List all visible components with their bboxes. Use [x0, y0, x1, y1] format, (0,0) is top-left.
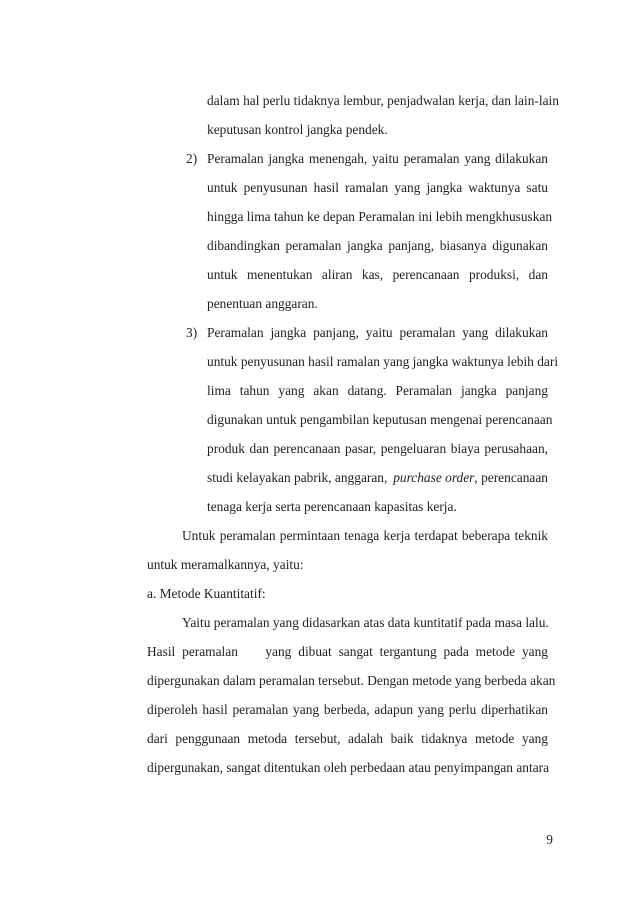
- item3-line6-part3: , perencanaan: [474, 470, 548, 485]
- item2-line1: Peramalan jangka menengah, yaitu peramalan yang dilakukan: [207, 151, 548, 166]
- item2-line6: penentuan anggaran.: [207, 296, 318, 311]
- item3-line5: produk dan perencanaan pasar, pengeluaran biaya perusahaan,: [207, 441, 548, 456]
- item1-line1: dalam hal perlu tidaknya lembur, penjadwalan kerja, dan lain-lain: [207, 93, 559, 108]
- item2-line2: untuk penyusunan hasil ramalan yang jangka waktunya satu: [207, 180, 548, 195]
- section-heading-kuantitatif: a. Metode Kuantitatif:: [147, 586, 266, 601]
- para2-line2: Hasil peramalan yang dibuat sangat tergantung pada metode yang: [147, 644, 548, 659]
- purchase-order-term: purchase order: [393, 470, 475, 485]
- item2-line3: hingga lima tahun ke depan Peramalan ini lebih mengkhususkan: [207, 209, 553, 224]
- item3-line7: tenaga kerja serta perencanaan kapasitas kerja.: [207, 499, 457, 514]
- page-number: 9: [546, 832, 553, 847]
- item3-line4: digunakan untuk pengambilan keputusan mengenai perencanaan: [207, 412, 553, 427]
- para1-line1: Untuk peramalan permintaan tenaga kerja terdapat beberapa teknik: [182, 528, 548, 543]
- para2-line1: Yaitu peramalan yang didasarkan atas data kuntitatif pada masa lalu.: [182, 615, 549, 630]
- item2-line5: untuk menentukan aliran kas, perencanaan produksi, dan: [207, 267, 548, 282]
- item3-line6: [207, 470, 548, 486]
- item2-line4: dibandingkan peramalan jangka panjang, biasanya digunakan: [207, 238, 548, 253]
- item2-marker: 2): [186, 151, 198, 166]
- item3-line3: lima tahun yang akan datang. Peramalan jangka panjang: [207, 383, 548, 398]
- item1-line2: keputusan kontrol jangka pendek.: [207, 122, 388, 137]
- para2-line3: dipergunakan dalam peramalan tersebut. Dengan metode yang berbeda akan: [147, 673, 556, 688]
- para2-line4: diperoleh hasil peramalan yang berbeda, adapun yang perlu diperhatikan: [147, 702, 548, 717]
- item3-line1: Peramalan jangka panjang, yaitu peramalan yang dilakukan: [207, 325, 548, 340]
- item3-marker: 3): [186, 325, 198, 340]
- item3-line2: untuk penyusunan hasil ramalan yang jangka waktunya lebih dari: [207, 354, 559, 369]
- para2-line6: dipergunakan, sangat ditentukan oleh perbedaan atau penyimpangan antara: [147, 760, 550, 775]
- para2-line5: dari penggunaan metoda tersebut, adalah baik tidaknya metode yang: [147, 731, 548, 746]
- para1-line2: untuk meramalkannya, yaitu:: [147, 557, 304, 572]
- item3-line6-part1: studi kelayakan pabrik, anggaran,: [207, 470, 388, 485]
